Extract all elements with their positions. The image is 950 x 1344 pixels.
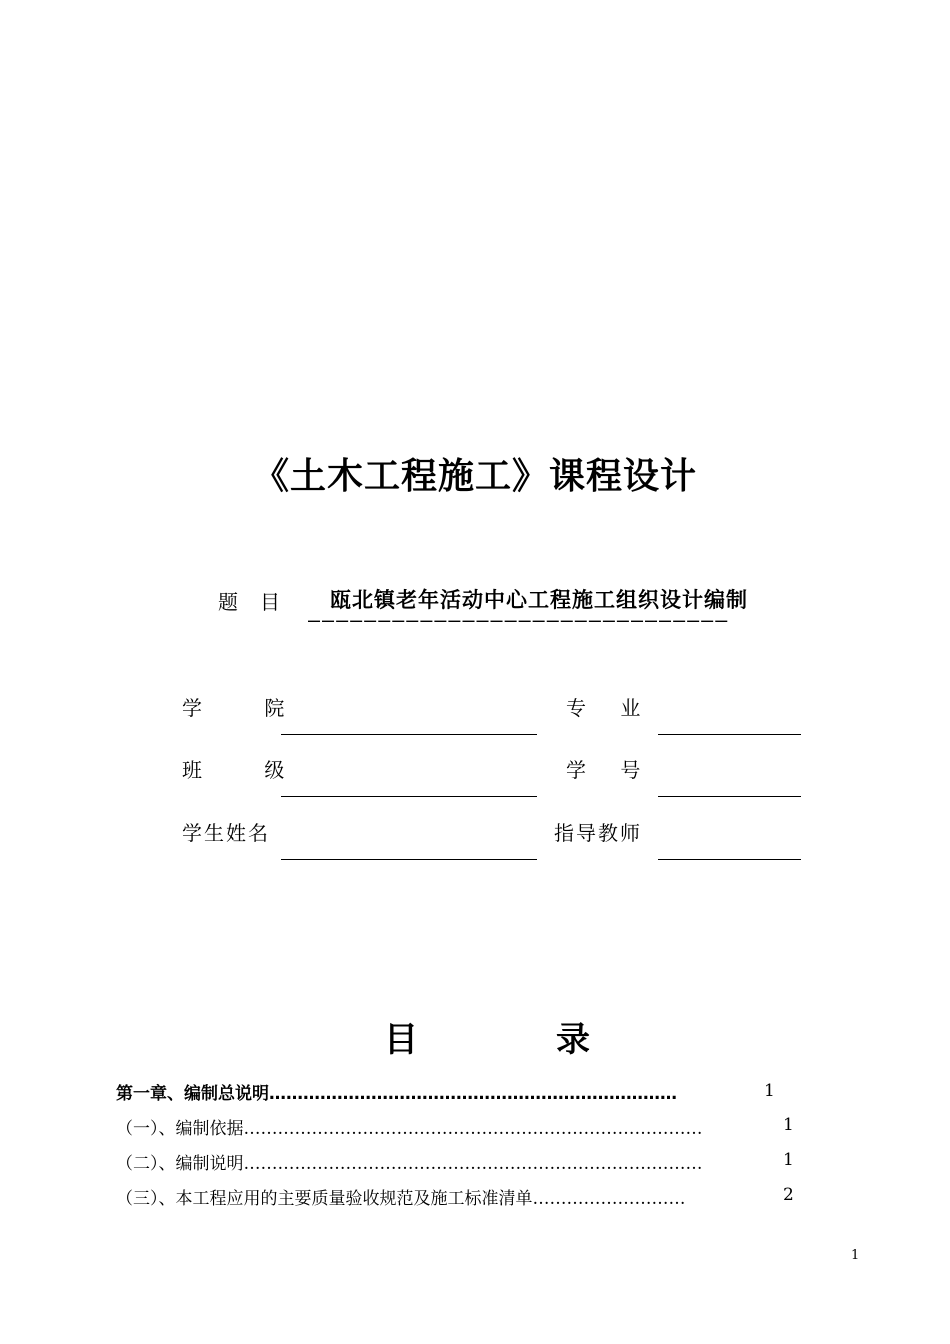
student-id-line: [658, 796, 801, 797]
topic-underline: ——————————————————————————————: [308, 608, 730, 632]
toc-entry-page: 1: [783, 1150, 794, 1170]
advisor-line: [658, 859, 801, 860]
topic-value: 瓯北镇老年活动中心工程施工组织设计编制: [330, 587, 748, 612]
toc-entry-text[interactable]: （一）、编制依据………………………………………………………………………: [116, 1119, 703, 1139]
toc-title-left: 目: [384, 1020, 418, 1060]
toc-entry-text[interactable]: （二）、编制说明………………………………………………………………………: [116, 1154, 703, 1174]
toc-entry-text[interactable]: （三）、本工程应用的主要质量验收规范及施工标准清单………………………: [116, 1189, 686, 1209]
student-name-line: [281, 859, 537, 860]
toc-entry-page: 2: [783, 1185, 794, 1205]
advisor-label: 指导教师: [554, 821, 642, 845]
topic-label: 题目: [218, 590, 302, 614]
page-number: 1: [851, 1248, 860, 1263]
class-label: 班 级: [182, 758, 313, 782]
college-line: [281, 734, 537, 735]
college-label: 学 院: [182, 696, 313, 720]
toc-title-right: 录: [556, 1020, 590, 1060]
major-line: [658, 734, 801, 735]
major-label: 专 业: [566, 696, 655, 720]
course-title: 《土木工程施工》课程设计: [252, 456, 697, 497]
student-name-label: 学生姓名: [182, 821, 270, 845]
class-line: [281, 796, 537, 797]
student-id-label: 学 号: [566, 758, 655, 782]
toc-entry-text[interactable]: 第一章、编制总说明………………………………………………………………: [116, 1084, 677, 1104]
toc-entry-page: 1: [783, 1115, 794, 1135]
toc-entry-page: 1: [764, 1081, 775, 1101]
